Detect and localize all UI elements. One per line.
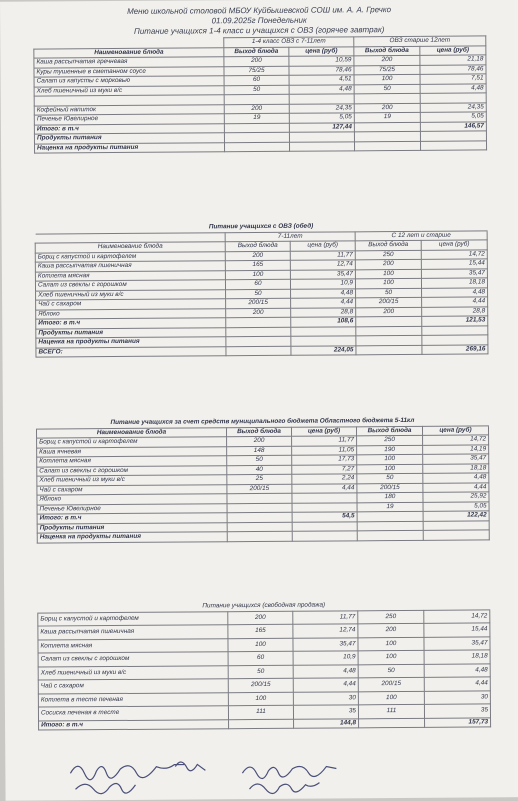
dish-name: Яблоко	[36, 308, 226, 319]
price-left	[292, 493, 357, 503]
portion-right: 250	[355, 250, 421, 260]
price-left: 35	[293, 705, 358, 719]
price-right: 5,05	[423, 501, 489, 511]
price-right: 15,44	[424, 623, 490, 637]
price-left: 7,27	[292, 464, 357, 474]
portion-right: 19	[357, 502, 423, 512]
portion-left: 100	[225, 270, 290, 280]
portion-right: 190	[357, 445, 423, 455]
dish-name: Котлета мясная	[35, 270, 225, 281]
dish-name: Котлета мясная	[38, 638, 228, 653]
portion-right: 50	[357, 473, 423, 483]
price-left: 4,48	[291, 288, 356, 298]
markup-row: Наценка на продукты питания	[34, 140, 486, 153]
dish-name: Чай с сахаром	[38, 679, 228, 694]
dish-name: Чай с сахаром	[36, 299, 226, 310]
portion-left: 200/15	[226, 298, 291, 308]
group-right-label: ОВЗ старше 12лет	[354, 36, 486, 46]
price-left: 17,73	[292, 455, 357, 465]
dish-name: Котлета в тесте печеная	[38, 692, 228, 707]
dish-name: Каша ячневая	[37, 446, 227, 457]
group-left-label: 7-11лет	[225, 231, 355, 241]
signature-director	[65, 752, 225, 795]
dish-name: Сосиска печеная в тесте	[38, 706, 228, 721]
dish-name: Чай с сахаром	[37, 484, 227, 495]
price-right: 78,46	[420, 64, 486, 74]
lunch-ovz-table	[35, 221, 489, 357]
portion-left: 25	[227, 474, 292, 484]
price-left: 35,47	[293, 637, 358, 651]
portion-left: 100	[228, 692, 293, 706]
price-left: 10,9	[293, 651, 358, 665]
price-right: 24,35	[420, 102, 486, 112]
price-left: 2,24	[292, 474, 357, 484]
portion-right: 100	[358, 650, 424, 664]
portion-left: 75/25	[224, 66, 289, 76]
header-date: 01.09.2025г Понедельник	[211, 15, 307, 26]
price-left: 78,46	[289, 65, 354, 75]
portion-right: 50	[354, 84, 420, 94]
portion-left: 200	[225, 251, 290, 261]
price-right: 14,72	[424, 609, 490, 623]
price-right: 4,48	[420, 83, 486, 93]
total-row: Итого: в т.ч 108,6 121,53	[36, 316, 488, 329]
price-left: 11,77	[293, 610, 358, 624]
price-right: 7,51	[420, 74, 486, 84]
dish-name: Салат из свеклы с горошком	[38, 652, 228, 667]
portion-right: 100	[358, 691, 424, 705]
price-right: 14,72	[421, 249, 487, 259]
dish-name: Хлеб пшеничный из муки в/с	[37, 475, 227, 486]
portion-right: 75/25	[354, 65, 420, 75]
portion-right: 250	[357, 435, 423, 445]
total-row: Итого: в т.ч 144,8 157,73	[39, 717, 491, 730]
breakfast-table	[33, 35, 487, 153]
portion-left: 40	[227, 465, 292, 475]
price-left: 4,44	[291, 298, 356, 308]
price-left: 12,74	[290, 260, 355, 270]
price-left: 4,48	[293, 664, 358, 678]
price-right: 18,18	[424, 650, 490, 664]
budget-section	[36, 416, 489, 543]
price-right: 14,72	[423, 435, 489, 445]
price-left: 12,74	[293, 624, 358, 638]
table-header-row: Наименование блюда Выход блюда цена (руб) Выход блюда цена (руб)	[36, 425, 488, 438]
price-left: 4,48	[289, 84, 354, 94]
dish-name: Куры тушенные в сметанном соусе	[34, 66, 224, 77]
price-left: 10,59	[289, 56, 354, 66]
dish-name: Печенье Ювелирное	[37, 503, 227, 514]
portion-right: 19	[354, 112, 420, 122]
group-right-label: С 12 лет и старше	[355, 230, 487, 240]
portion-right: 200/15	[356, 297, 422, 307]
section-title: Питание учащихся (свободная продажа)	[38, 600, 490, 612]
breakfast-section	[33, 35, 486, 153]
price-right: 30	[424, 690, 490, 704]
portion-right: 200	[355, 259, 421, 269]
dish-name: Яблоко	[37, 494, 227, 505]
products-row: Продукты питания	[37, 520, 489, 533]
dish-name: Хлеб пшеничный из муки в/с	[38, 665, 228, 680]
group-left-label: 1-4 класс ОВЗ с 7-11лет	[224, 37, 354, 47]
col-price: цена (руб)	[420, 45, 486, 55]
dish-name: Хлеб пшеничный из муки в/с	[34, 85, 224, 96]
price-right: 35	[424, 704, 490, 718]
dish-name: Каша рассыпчатая пшеничная	[35, 261, 225, 272]
price-left: 4,51	[289, 75, 354, 85]
portion-left: 200/15	[228, 678, 293, 692]
products-row: Продукты питания	[34, 131, 486, 144]
price-right: 18,18	[423, 463, 489, 473]
price-right: 4,44	[424, 677, 490, 691]
portion-left: 200	[224, 56, 289, 66]
col-out: Выход блюда	[224, 47, 289, 57]
price-right: 4,48	[423, 473, 489, 483]
section-title: Питание учащихся за счет средств муниципального бюджета Областного бюджета 5-11кл	[36, 416, 488, 428]
price-left: 4,44	[292, 483, 357, 493]
dish-name: Салат из капусты с морковью	[34, 76, 224, 87]
portion-right: 100	[357, 464, 423, 474]
price-right: 35,47	[421, 268, 487, 278]
price-right: 14,19	[423, 444, 489, 454]
portion-right: 100	[354, 74, 420, 84]
dish-name: Каша рассыпчатая гречневая	[34, 57, 224, 68]
free-sale-section	[37, 600, 490, 730]
portion-right: 200	[354, 55, 420, 65]
portion-right: 111	[358, 704, 424, 718]
portion-right: 200	[356, 307, 422, 317]
portion-right: 50	[358, 664, 424, 678]
portion-right: 250	[358, 610, 424, 624]
price-right: 21,18	[420, 55, 486, 65]
portion-left: 100	[228, 638, 293, 652]
portion-right: 200/15	[357, 483, 423, 493]
header-title: Меню школьной столовой МБОУ Куйбышевской СОШ им. А. А. Гречко	[127, 5, 392, 16]
portion-left: 50	[226, 289, 291, 299]
price-left: 24,35	[289, 103, 354, 113]
price-right	[420, 93, 486, 103]
dish-name: Кофейный напиток	[34, 104, 224, 115]
dish-name: Борщ с капустой и картофелем	[37, 437, 227, 448]
portion-right: 100	[358, 637, 424, 651]
portion-right: 100	[355, 278, 421, 288]
price-left: 11,77	[292, 436, 357, 446]
portion-right: 200/15	[358, 677, 424, 691]
portion-left: 148	[227, 446, 292, 456]
products-row: Продукты питания	[36, 325, 488, 338]
portion-left: 19	[224, 113, 289, 123]
portion-left: 165	[228, 624, 293, 638]
dish-name: Котлета мясная	[37, 456, 227, 467]
col-out: Выход блюда	[354, 46, 420, 56]
free-sale-table	[37, 600, 491, 730]
portion-left: 50	[224, 85, 289, 95]
portion-left: 200	[224, 104, 289, 114]
markup-row: Наценка на продукты питания	[37, 530, 489, 543]
portion-right	[354, 93, 420, 103]
portion-right: 100	[355, 269, 421, 279]
portion-left: 200	[227, 436, 292, 446]
portion-left	[227, 493, 292, 503]
signature-deputy	[237, 754, 367, 795]
price-left	[292, 502, 357, 512]
portion-left: 50	[228, 665, 293, 679]
portion-left	[227, 503, 292, 513]
portion-left: 60	[228, 651, 293, 665]
portion-left: 200/15	[227, 484, 292, 494]
dish-name: Борщ с капустой и картофелем	[35, 251, 225, 262]
portion-left: 111	[228, 705, 293, 719]
portion-left: 60	[225, 279, 290, 289]
portion-right: 180	[357, 492, 423, 502]
price-right: 4,48	[424, 663, 490, 677]
grand-total-row: ВСЕГО: 224,05 269,16	[36, 344, 488, 357]
section-title: Питание учащихся с ОВЗ (обед)	[35, 221, 487, 233]
price-left	[289, 94, 354, 104]
portion-left: 60	[224, 75, 289, 85]
portion-right: 100	[357, 454, 423, 464]
price-right: 15,44	[421, 259, 487, 269]
price-right: 18,18	[421, 278, 487, 288]
portion-left: 200	[226, 308, 291, 318]
price-left: 5,05	[289, 113, 354, 123]
dish-name: Борщ с капустой и картофелем	[38, 611, 228, 626]
portion-right: 50	[356, 288, 422, 298]
portion-left: 50	[227, 455, 292, 465]
price-right: 4,44	[422, 297, 488, 307]
total-row: Итого: в т.ч 54,5 122,42	[37, 511, 489, 524]
lunch-ovz-section	[35, 221, 488, 357]
dish-name: Салат из свеклы с горошком	[37, 465, 227, 476]
price-right: 35,47	[424, 636, 490, 650]
portion-left: 165	[225, 260, 290, 270]
price-left: 11,05	[292, 445, 357, 455]
price-left: 11,77	[290, 250, 355, 260]
price-right: 25,92	[423, 492, 489, 502]
budget-table	[36, 416, 490, 543]
price-right: 4,44	[423, 482, 489, 492]
price-left: 30	[293, 691, 358, 705]
price-right: 5,05	[420, 112, 486, 122]
col-price: цена (руб)	[289, 46, 354, 56]
table-header-row: Наименование блюда Выход блюда цена (руб) Выход блюда цена (руб)	[35, 240, 487, 253]
price-left: 28,8	[291, 307, 356, 317]
dish-name: Салат из свеклы с горошком	[35, 280, 225, 291]
portion-right: 200	[354, 103, 420, 113]
total-row: Итого: в т.ч 127,44 146,57	[34, 121, 486, 134]
dish-name: Хлеб пшеничный из муки в/с	[36, 289, 226, 300]
portion-left	[224, 94, 289, 104]
price-left: 4,44	[293, 678, 358, 692]
portion-left: 200	[228, 611, 293, 625]
price-left: 10,9	[290, 279, 355, 289]
dish-name: Каша рассыпчатая пшеничная	[38, 625, 228, 640]
portion-right: 200	[358, 623, 424, 637]
price-right: 28,8	[422, 306, 488, 316]
dish-name: Печенье Ювелирное	[34, 114, 224, 125]
price-left: 35,47	[290, 269, 355, 279]
price-right: 4,48	[422, 287, 488, 297]
price-right: 35,47	[423, 454, 489, 464]
col-dish: Наименование блюда	[34, 47, 224, 58]
markup-row: Наценка на продукты питания	[36, 335, 488, 348]
header-subtitle: Питание учащихся 1-4 класс и учащихся с ОВЗ (горячее завтрак)	[133, 25, 385, 36]
